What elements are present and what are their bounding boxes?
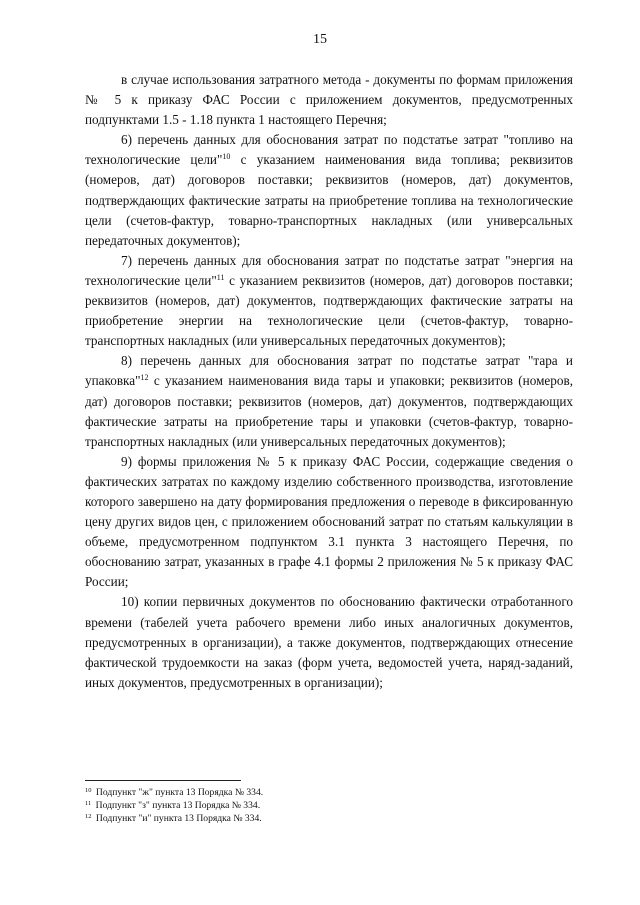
footnotes [85,786,573,825]
document-body [85,70,573,693]
footnote-ref-12: 12 [140,373,149,383]
footnote-text: Подпункт "ж" пункта 13 Порядка № 334. [93,787,264,798]
paragraph-item-6-fuel [85,130,573,251]
footnote-number: 12 [85,813,92,820]
page-number: 15 [313,32,327,47]
footnote-text: Подпункт "з" пункта 13 Порядка № 334. [93,800,261,811]
footnote-number: 11 [85,800,92,807]
footnote-12 [85,812,573,825]
footnote-separator [85,780,241,781]
footnote-text: Подпункт "и" пункта 13 Порядка № 334. [93,813,262,824]
paragraph-text: с указанием наименования вида тары и упаковки; реквизитов (номеров, дат) договоров поставки; реквизитов (номеров, дат) документов, подтверждающих фактические затраты на приобретение тары и упаковки (счетов-фактур, товарно-транспортных накладных (или универсальных передаточных документов); [85,373,573,449]
footnote-ref-10: 10 [222,152,231,162]
paragraph-cost-method: в случае использования затратного метода - документы по формам приложения № 5 к приказу ФАС России с приложением документов, предусмотренных подпунктами 1.5 - 1.18 пункта 1 настоящего Перечня; [85,72,573,128]
footnote-11 [85,799,573,812]
footnote-ref-11: 11 [216,272,225,282]
paragraph-text: 7) перечень данных для обоснования затрат по подстатье затрат "энергия на технологические цели" [85,252,573,288]
footnote-10 [85,786,573,799]
paragraph-item-10-copies: 10) копии первичных документов по обоснованию фактически отработанного времени (табелей учета рабочего времени либо иных аналогичных документов, предусмотренных в организации), а также документов, подтверждающих отнесение фактической трудоемкости на заказ (форм учета, ведомостей учета, наряд-заданий, иных документов, предусмотренных в организации); [85,594,573,690]
paragraph-text: 8) перечень данных для обоснования затрат по подстатье затрат "тара и упаковка" [85,353,573,389]
paragraph-text: 6) перечень данных для обоснования затрат по подстатье затрат "топливо на технологические цели" [85,132,573,168]
paragraph-item-7-energy [85,251,573,351]
footnote-number: 10 [85,787,92,794]
paragraph-text: с указанием реквизитов (номеров, дат) договоров поставки; реквизитов (номеров, дат) документов, подтверждающих фактические затраты на приобретение энергии на технологические цели (счетов-фактур, товарно-транспортных накладных (или универсальных передаточных документов); [85,272,573,349]
paragraph-item-9-forms: 9) формы приложения № 5 к приказу ФАС России, содержащие сведения о фактических затратах по каждому изделию собственного производства, изготовление которого завершено на дату формирования предложения о переводе в фиксированную цену других видов цен, с приложением обоснований затрат по статьям калькуляции в объеме, предусмотренном подпунктом 3.1 пункта 3 настоящего Перечня, по обоснованию затрат, указанных в графе 4.1 формы 2 приложения № 5 к приказу ФАС России; [85,453,573,590]
paragraph-text: с указанием наименования вида топлива; реквизитов (номеров, дат) договоров поставки; реквизитов (номеров, дат) документов, подтверждающих фактические затраты на приобретение топлива на технологические цели (счетов-фактур, товарно-транспортных накладных (или универсальных передаточных документов); [85,152,573,248]
paragraph-item-8-packaging [85,351,573,451]
